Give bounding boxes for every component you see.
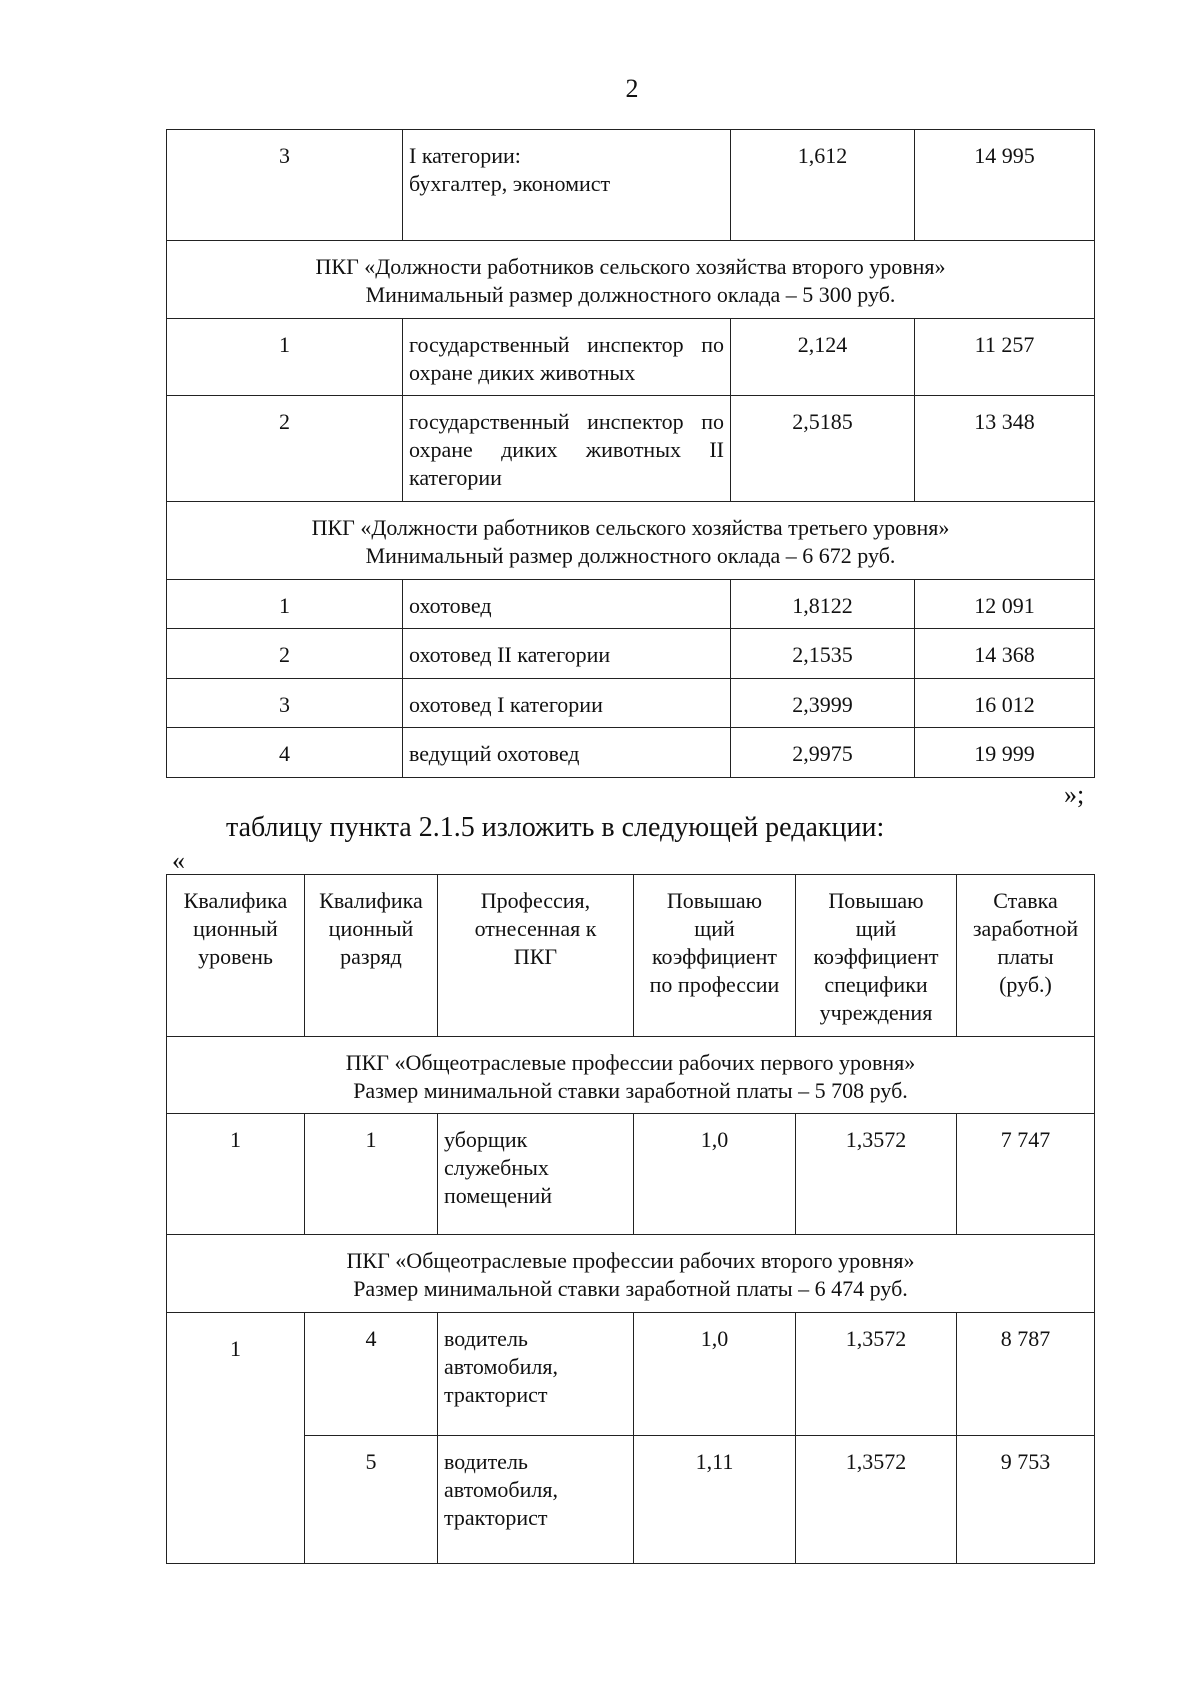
grade-cell: 5 — [305, 1436, 438, 1564]
table-row — [167, 629, 1095, 679]
group-header-cell — [167, 1037, 1095, 1114]
header-line: ционный — [328, 916, 414, 941]
level-cell: 4 — [167, 728, 403, 778]
header-line: Квалифика — [183, 888, 288, 913]
header-row — [167, 875, 1095, 1037]
profession-line: служебных — [444, 1155, 549, 1180]
profession-line: уборщик — [444, 1127, 528, 1152]
header-qualification-grade — [305, 875, 438, 1037]
coef-profession-cell: 1,11 — [634, 1436, 796, 1564]
group-min-salary: Минимальный размер должностного оклада – 6 672 руб. — [365, 543, 896, 568]
header-line: коэффициент — [813, 944, 939, 969]
level-cell: 2 — [167, 396, 403, 502]
table-row — [167, 130, 1095, 241]
table-row — [167, 1436, 1095, 1564]
level-cell: 3 — [167, 130, 403, 241]
salary-cell: 14 995 — [915, 130, 1095, 241]
salary-cell: 13 348 — [915, 396, 1095, 502]
coef-institution-cell: 1,3572 — [796, 1313, 957, 1436]
salary-table-professions — [166, 874, 1095, 1564]
opening-quote: « — [172, 846, 185, 875]
profession-line: автомобиля, — [444, 1354, 558, 1379]
level-cell: 1 — [167, 1313, 305, 1564]
salary-cell: 12 091 — [915, 580, 1095, 629]
table-row — [167, 1114, 1095, 1235]
header-line: (руб.) — [999, 972, 1052, 997]
group-row — [167, 1037, 1095, 1114]
position-cell — [403, 130, 731, 241]
rate-cell: 9 753 — [957, 1436, 1095, 1564]
coef-institution-cell: 1,3572 — [796, 1436, 957, 1564]
level-cell: 1 — [167, 319, 403, 396]
header-line: Повышаю — [828, 888, 924, 913]
header-line: Ставка — [993, 888, 1058, 913]
rate-cell: 7 747 — [957, 1114, 1095, 1235]
table-row — [167, 319, 1095, 396]
level-cell: 3 — [167, 679, 403, 728]
grade-cell: 4 — [305, 1313, 438, 1436]
header-line: отнесенная к — [474, 916, 597, 941]
header-line: учреждения — [819, 1000, 933, 1025]
coefficient-cell: 2,3999 — [731, 679, 915, 728]
header-line: ционный — [193, 916, 278, 941]
header-coef-institution — [796, 875, 957, 1037]
coefficient-cell: 1,612 — [731, 130, 915, 241]
group-row — [167, 502, 1095, 580]
group-header-cell — [167, 502, 1095, 580]
header-line: Квалифика — [319, 888, 423, 913]
profession-cell — [438, 1313, 634, 1436]
position-line: бухгалтер, экономист — [409, 171, 611, 196]
level-cell: 1 — [167, 1114, 305, 1235]
header-line: по профессии — [649, 972, 780, 997]
header-line: Профессия, — [480, 888, 591, 913]
table-row — [167, 396, 1095, 502]
header-line: коэффициент — [651, 944, 777, 969]
profession-line: водитель — [444, 1449, 528, 1474]
position-line: I категории: — [409, 143, 521, 168]
header-line: ПКГ — [513, 944, 558, 969]
coef-profession-cell: 1,0 — [634, 1313, 796, 1436]
group-header-cell — [167, 241, 1095, 319]
position-cell: государственный инспектор по охране диких животных II категории — [403, 396, 731, 502]
group-title: ПКГ «Должности работников сельского хозяйства третьего уровня» — [311, 515, 950, 540]
position-cell: охотовед II категории — [403, 629, 731, 679]
page-number: 2 — [625, 74, 639, 103]
salary-cell: 11 257 — [915, 319, 1095, 396]
header-line: платы — [997, 944, 1054, 969]
header-line: щий — [694, 916, 735, 941]
group-title: ПКГ «Общеотраслевые профессии рабочих первого уровня» — [345, 1050, 916, 1075]
group-row — [167, 241, 1095, 319]
coefficient-cell: 2,9975 — [731, 728, 915, 778]
table-row — [167, 679, 1095, 728]
table-row — [167, 580, 1095, 629]
coefficient-cell: 2,5185 — [731, 396, 915, 502]
group-header-cell — [167, 1235, 1095, 1313]
header-wage-rate — [957, 875, 1095, 1037]
profession-cell — [438, 1436, 634, 1564]
header-line: разряд — [340, 944, 402, 969]
profession-line: помещений — [444, 1183, 553, 1208]
group-row — [167, 1235, 1095, 1313]
position-cell: охотовед — [403, 580, 731, 629]
position-cell: охотовед I категории — [403, 679, 731, 728]
position-cell: государственный инспектор по охране диких животных — [403, 319, 731, 396]
profession-line: автомобиля, — [444, 1477, 558, 1502]
coef-institution-cell: 1,3572 — [796, 1114, 957, 1235]
table-row — [167, 728, 1095, 778]
salary-cell: 19 999 — [915, 728, 1095, 778]
header-line: уровень — [198, 944, 273, 969]
profession-line: тракторист — [444, 1505, 548, 1530]
group-title: ПКГ «Должности работников сельского хозяйства второго уровня» — [315, 254, 946, 279]
header-line: специфики — [824, 972, 928, 997]
salary-cell: 16 012 — [915, 679, 1095, 728]
coefficient-cell: 2,1535 — [731, 629, 915, 679]
table-row — [167, 1313, 1095, 1436]
grade-cell: 1 — [305, 1114, 438, 1235]
rate-cell: 8 787 — [957, 1313, 1095, 1436]
header-line: Повышаю — [666, 888, 763, 913]
header-line: щий — [855, 916, 897, 941]
coef-profession-cell: 1,0 — [634, 1114, 796, 1235]
profession-line: тракторист — [444, 1382, 548, 1407]
header-qualification-level — [167, 875, 305, 1037]
group-min-salary: Минимальный размер должностного оклада – 5 300 руб. — [365, 282, 896, 307]
header-coef-profession — [634, 875, 796, 1037]
coefficient-cell: 2,124 — [731, 319, 915, 396]
group-title: ПКГ «Общеотраслевые профессии рабочих второго уровня» — [346, 1248, 915, 1273]
header-profession — [438, 875, 634, 1037]
profession-cell — [438, 1114, 634, 1235]
position-cell: ведущий охотовед — [403, 728, 731, 778]
header-line: заработной — [972, 916, 1079, 941]
group-min-rate: Размер минимальной ставки заработной платы – 5 708 руб. — [353, 1078, 908, 1103]
salary-table-positions — [166, 129, 1095, 778]
closing-quote: »; — [1064, 780, 1085, 809]
instruction-text: таблицу пункта 2.1.5 изложить в следующей редакции: — [226, 812, 885, 843]
salary-cell: 14 368 — [915, 629, 1095, 679]
profession-line: водитель — [444, 1326, 528, 1351]
coefficient-cell: 1,8122 — [731, 580, 915, 629]
level-cell: 2 — [167, 629, 403, 679]
level-cell: 1 — [167, 580, 403, 629]
group-min-rate: Размер минимальной ставки заработной платы – 6 474 руб. — [353, 1276, 908, 1301]
